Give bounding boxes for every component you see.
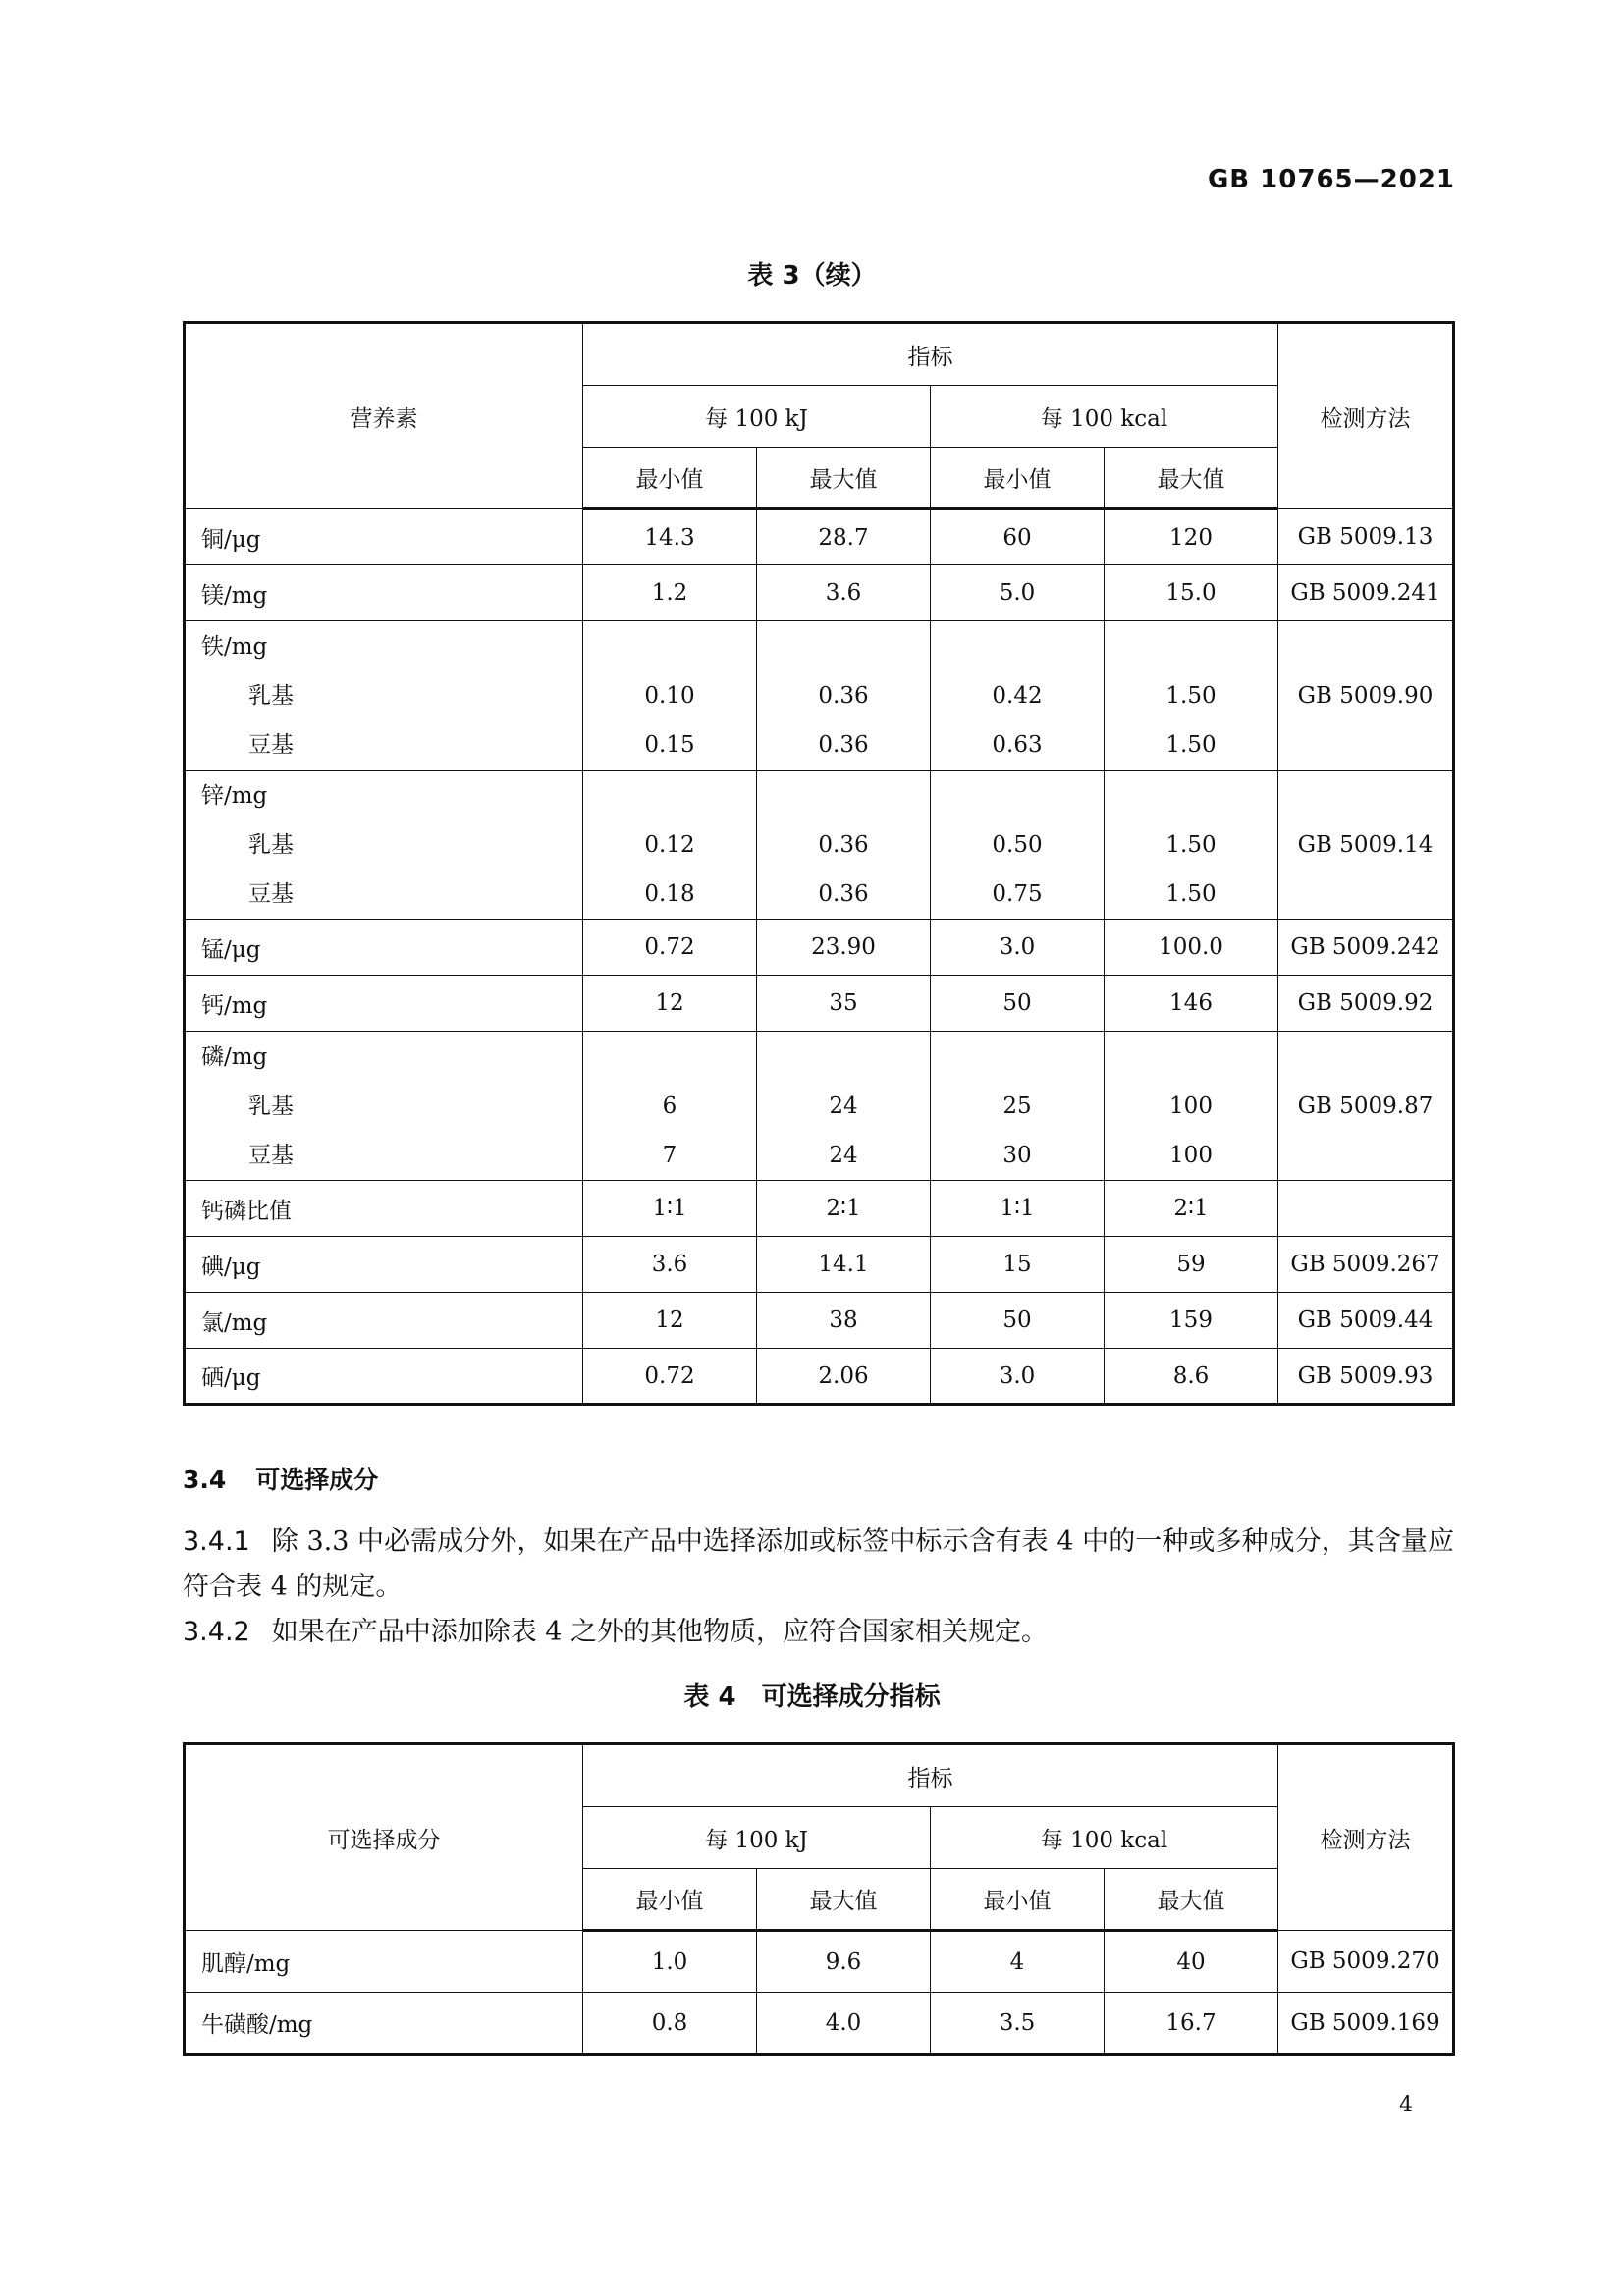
- method-cell: GB 5009.242: [1278, 920, 1454, 976]
- header-min: 最小值: [583, 448, 757, 509]
- clause-text: 如果在产品中添加除表 4 之外的其他物质，应符合国家相关规定。: [271, 1617, 1049, 1647]
- header-per-kcal: 每 100 kcal: [931, 386, 1278, 448]
- value-cell: 38: [757, 1293, 931, 1349]
- value-cell: 30: [1002, 1142, 1032, 1168]
- header-component: 可选择成分: [185, 1744, 583, 1931]
- value-cell: 0.63: [992, 731, 1043, 758]
- value-cell: 2.06: [757, 1349, 931, 1405]
- value-cell: 1.50: [1165, 881, 1217, 907]
- value-cell: 120: [1105, 509, 1278, 565]
- table-row: [185, 565, 1454, 621]
- nutrient-name: 碘/μg: [185, 1237, 583, 1293]
- header-indicator: 指标: [583, 323, 1278, 386]
- method-cell: GB 5009.87: [1278, 1032, 1454, 1181]
- value-cell: 1.50: [1165, 831, 1217, 858]
- component-name: 牛磺酸/mg: [185, 1993, 583, 2055]
- component-name: 肌醇/mg: [185, 1931, 583, 1993]
- method-cell: GB 5009.90: [1278, 621, 1454, 771]
- nutrient-name: 磷/mg: [201, 1043, 268, 1070]
- value-cell: 1.50: [1165, 731, 1217, 758]
- header-per-kcal: 每 100 kcal: [931, 1807, 1278, 1869]
- value-cell: 28.7: [757, 509, 931, 565]
- value-cell: 1.0: [583, 1931, 757, 1993]
- table-row: [185, 1993, 1454, 2055]
- value-cell: 0.50: [992, 831, 1043, 858]
- method-cell: GB 5009.169: [1278, 1993, 1454, 2055]
- value-cell: 100: [1169, 1093, 1213, 1119]
- value-cell: 1.50: [1165, 682, 1217, 709]
- table3-caption: 表 3（续）: [747, 261, 877, 291]
- value-cell: 24: [829, 1142, 858, 1168]
- table-row: [185, 621, 1454, 771]
- header-per-kj: 每 100 kJ: [583, 1807, 931, 1869]
- subtype-label: 豆基: [248, 881, 294, 907]
- value-cell: 0.36: [818, 881, 869, 907]
- value-cell: 100: [1169, 1142, 1213, 1168]
- value-cell: 1∶1: [931, 1181, 1105, 1237]
- table-row: [185, 1349, 1454, 1405]
- value-cell: 14.1: [757, 1237, 931, 1293]
- nutrient-name: 锌/mg: [201, 782, 268, 809]
- value-cell: 2∶1: [1105, 1181, 1278, 1237]
- value-cell: 0.36: [818, 831, 869, 858]
- table4: [183, 1742, 1455, 2056]
- value-cell: 100.0: [1105, 920, 1278, 976]
- table-row: [185, 771, 1454, 920]
- method-cell: GB 5009.44: [1278, 1293, 1454, 1349]
- value-cell: 0.72: [583, 920, 757, 976]
- value-cell: 15: [931, 1237, 1105, 1293]
- value-cell: 0.12: [644, 831, 695, 858]
- value-cell: 12: [583, 1293, 757, 1349]
- header-nutrient: 营养素: [185, 323, 583, 509]
- value-cell: 0.10: [644, 682, 695, 709]
- header-method: 检测方法: [1278, 1744, 1454, 1931]
- header-per-kj: 每 100 kJ: [583, 386, 931, 448]
- header-max: 最大值: [1105, 1869, 1278, 1931]
- clause-number: 3.4.2: [183, 1617, 250, 1647]
- value-cell: 146: [1105, 976, 1278, 1032]
- table-row: [185, 1931, 1454, 1993]
- subtype-label: 乳基: [248, 682, 294, 709]
- method-cell: GB 5009.92: [1278, 976, 1454, 1032]
- value-cell: 50: [931, 976, 1105, 1032]
- value-cell: 8.6: [1105, 1349, 1278, 1405]
- value-cell: 14.3: [583, 509, 757, 565]
- value-cell: 5.0: [931, 565, 1105, 621]
- value-cell: 4: [931, 1931, 1105, 1993]
- value-cell: 0.72: [583, 1349, 757, 1405]
- value-cell: 3.0: [931, 1349, 1105, 1405]
- section-number: 3.4: [183, 1466, 227, 1494]
- method-cell: GB 5009.14: [1278, 771, 1454, 920]
- nutrient-name: 钙磷比值: [185, 1181, 583, 1237]
- table-row: [185, 509, 1454, 565]
- value-cell: 3.5: [931, 1993, 1105, 2055]
- subtype-label: 乳基: [248, 831, 294, 858]
- table-row: [185, 976, 1454, 1032]
- value-cell: 7: [662, 1142, 677, 1168]
- value-cell: 50: [931, 1293, 1105, 1349]
- method-cell: GB 5009.241: [1278, 565, 1454, 621]
- value-cell: 3.6: [757, 565, 931, 621]
- value-cell: 0.18: [644, 881, 695, 907]
- section-title: 可选择成分: [255, 1466, 379, 1494]
- method-cell: GB 5009.13: [1278, 509, 1454, 565]
- header-max: 最大值: [757, 448, 931, 509]
- value-cell: 25: [1002, 1093, 1032, 1119]
- standard-code: GB 10765—2021: [1207, 165, 1455, 194]
- nutrient-name: 铁/mg: [201, 633, 268, 660]
- table4-caption: 表 4 可选择成分指标: [683, 1682, 941, 1712]
- nutrient-name: 氯/mg: [185, 1293, 583, 1349]
- table-row: [185, 1293, 1454, 1349]
- header-indicator: 指标: [583, 1744, 1278, 1807]
- value-cell: 16.7: [1105, 1993, 1278, 2055]
- value-cell: 4.0: [757, 1993, 931, 2055]
- subtype-label: 豆基: [248, 731, 294, 758]
- header-min: 最小值: [931, 448, 1105, 509]
- section-heading: [183, 1461, 378, 1496]
- value-cell: 0.75: [992, 881, 1043, 907]
- paragraph-3-4-1: [183, 1520, 1454, 1610]
- header-method: 检测方法: [1278, 323, 1454, 509]
- subtype-label: 豆基: [248, 1142, 294, 1168]
- header-min: 最小值: [583, 1869, 757, 1931]
- value-cell: 60: [931, 509, 1105, 565]
- table3: [183, 321, 1455, 1406]
- value-cell: 24: [829, 1093, 858, 1119]
- value-cell: 159: [1105, 1293, 1278, 1349]
- header-min: 最小值: [931, 1869, 1105, 1931]
- nutrient-name: 铜/μg: [185, 509, 583, 565]
- clause-text: 除 3.3 中必需成分外，如果在产品中选择添加或标签中标示含有表 4 中的一种或多种成分，其含量应符合表 4 的规定。: [183, 1526, 1454, 1602]
- subtype-label: 乳基: [248, 1093, 294, 1119]
- value-cell: 40: [1105, 1931, 1278, 1993]
- method-cell: GB 5009.93: [1278, 1349, 1454, 1405]
- value-cell: 0.42: [992, 682, 1043, 709]
- value-cell: 3.0: [931, 920, 1105, 976]
- value-cell: 6: [662, 1093, 677, 1119]
- header-max: 最大值: [757, 1869, 931, 1931]
- method-cell: GB 5009.270: [1278, 1931, 1454, 1993]
- nutrient-name: 硒/μg: [185, 1349, 583, 1405]
- value-cell: 3.6: [583, 1237, 757, 1293]
- value-cell: 1∶1: [583, 1181, 757, 1237]
- value-cell: 12: [583, 976, 757, 1032]
- nutrient-name: 锰/μg: [185, 920, 583, 976]
- value-cell: 0.36: [818, 682, 869, 709]
- page-number: 4: [1399, 2093, 1413, 2117]
- paragraph-3-4-2: [183, 1610, 1454, 1655]
- value-cell: 2∶1: [757, 1181, 931, 1237]
- table-row: [185, 1237, 1454, 1293]
- value-cell: 0.15: [644, 731, 695, 758]
- value-cell: 1.2: [583, 565, 757, 621]
- nutrient-name: 钙/mg: [185, 976, 583, 1032]
- nutrient-name: 镁/mg: [185, 565, 583, 621]
- value-cell: 0.8: [583, 1993, 757, 2055]
- value-cell: 59: [1105, 1237, 1278, 1293]
- header-max: 最大值: [1105, 448, 1278, 509]
- table-row: [185, 920, 1454, 976]
- table-row: [185, 1032, 1454, 1181]
- clause-number: 3.4.1: [183, 1526, 250, 1557]
- method-cell: GB 5009.267: [1278, 1237, 1454, 1293]
- table-row: [185, 1181, 1454, 1237]
- value-cell: 0.36: [818, 731, 869, 758]
- value-cell: 9.6: [757, 1931, 931, 1993]
- value-cell: 23.90: [757, 920, 931, 976]
- value-cell: 35: [757, 976, 931, 1032]
- method-cell: [1278, 1181, 1454, 1237]
- value-cell: 15.0: [1105, 565, 1278, 621]
